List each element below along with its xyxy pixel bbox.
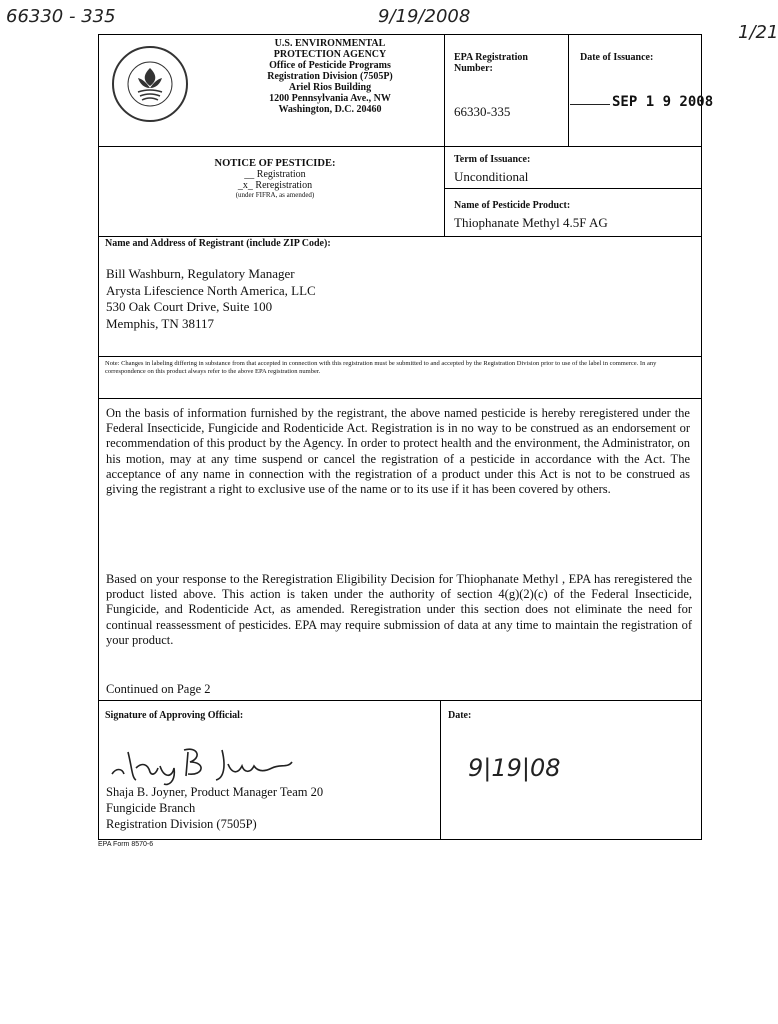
- product-value: Thiophanate Methyl 4.5F AG: [454, 215, 608, 230]
- registrant-line: 530 Oak Court Drive, Suite 100: [106, 299, 273, 314]
- divider: [440, 700, 441, 840]
- handwritten-signature: [102, 738, 302, 788]
- continued-note: Continued on Page 2: [106, 682, 211, 696]
- divider: [98, 146, 702, 147]
- notice-reregistration: _x_ Reregistration: [237, 180, 313, 191]
- stamp-dash: [570, 104, 610, 105]
- agency-line: Washington, D.C. 20460: [278, 104, 382, 115]
- signer-line: Shaja B. Joyner, Product Manager Team 20: [106, 785, 324, 799]
- agency-line: Registration Division (7505P): [267, 71, 393, 82]
- divider: [98, 236, 702, 237]
- paragraph-2: Based on your response to the Reregistration Eligibility Decision for Thiophanate Methyl , EPA has reregistered the product listed above. This action is taken under the authority of section 4(g)(2)(c) of the Federal Insecticide, Fungicide, and Rodenticide Act, as amended. Reregistration under this section does not eliminate the need for continual reassessment of pesticides. EPA may require submission of data at any time to maintain the registration of your product.: [106, 572, 692, 647]
- divider: [568, 34, 569, 146]
- registrant-line: Arysta Lifescience North America, LLC: [106, 282, 316, 298]
- signature-block: [106, 784, 323, 832]
- notice-under: (under FIFRA, as amended): [235, 191, 315, 199]
- handwritten-reg-number: 66330 - 335: [6, 6, 116, 27]
- signer-line: Registration Division (7505P): [106, 817, 257, 831]
- agency-header: [230, 38, 430, 115]
- notice-block: [190, 158, 360, 199]
- divider: [444, 34, 445, 236]
- handwritten-page-count: 1/21: [738, 22, 778, 43]
- reg-number-label: EPA Registration Number:: [454, 52, 528, 74]
- divider: [98, 356, 702, 357]
- signature-label: Signature of Approving Official:: [105, 710, 244, 721]
- issuance-date-stamp: SEP 1 9 2008: [612, 94, 714, 110]
- agency-line: 1200 Pennsylvania Ave., NW: [269, 93, 391, 104]
- paragraph-1: On the basis of information furnished by the registrant, the above named pesticide is hereby reregistered under the Federal Insecticide, Fungicide and Rodenticide Act. Registration is in no way to be construed as an endorsement or recommendation of this product by the Agency. In order to protect health and the environment, the Administrator, on his motion, may at any time suspend or cancel the registration of a pesticide in accordance with the Act. The acceptance of any name in connection with the registration of a product under this Act is not to be construed as giving the registrant a right to exclusive use of the name or to its use if it has been covered by others.: [106, 406, 690, 497]
- divider: [98, 398, 702, 399]
- agency-line: U.S. ENVIRONMENTAL: [274, 38, 386, 49]
- issuance-date-label: Date of Issuance:: [580, 52, 654, 63]
- date-label: Date:: [448, 710, 472, 721]
- product-label: Name of Pesticide Product:: [454, 200, 571, 211]
- notice-title: NOTICE OF PESTICIDE:: [214, 158, 336, 169]
- agency-line: Ariel Rios Building: [288, 82, 372, 93]
- divider: [98, 700, 702, 701]
- divider: [444, 188, 702, 189]
- notice-registration: __ Registration: [244, 169, 306, 180]
- signer-line: Fungicide Branch: [106, 801, 196, 815]
- registrant-address: [106, 266, 316, 332]
- registrant-label: Name and Address of Registrant (include ZIP Code):: [105, 238, 331, 249]
- reg-number-value: 66330-335: [454, 104, 511, 119]
- registrant-line: Memphis, TN 38117: [106, 315, 214, 331]
- agency-line: PROTECTION AGENCY: [273, 49, 387, 60]
- agency-line: Office of Pesticide Programs: [269, 60, 391, 71]
- form-number: EPA Form 8570-6: [98, 841, 154, 848]
- registrant-line: Bill Washburn, Regulatory Manager: [106, 266, 295, 281]
- epa-seal-icon: [112, 46, 188, 122]
- handwritten-date: 9/19/2008: [378, 6, 471, 27]
- term-label: Term of Issuance:: [454, 154, 531, 165]
- handwritten-sign-date: 9|19|08: [468, 754, 561, 782]
- term-value: Unconditional: [454, 169, 529, 184]
- labeling-note: Note: Changes in labeling differing in substance from that accepted in connection with this registration must be submitted to and accepted by the Registration Division prior to use of the label in commerce. In any correspondence on this product always refer to the above EPA registration number.: [105, 360, 657, 375]
